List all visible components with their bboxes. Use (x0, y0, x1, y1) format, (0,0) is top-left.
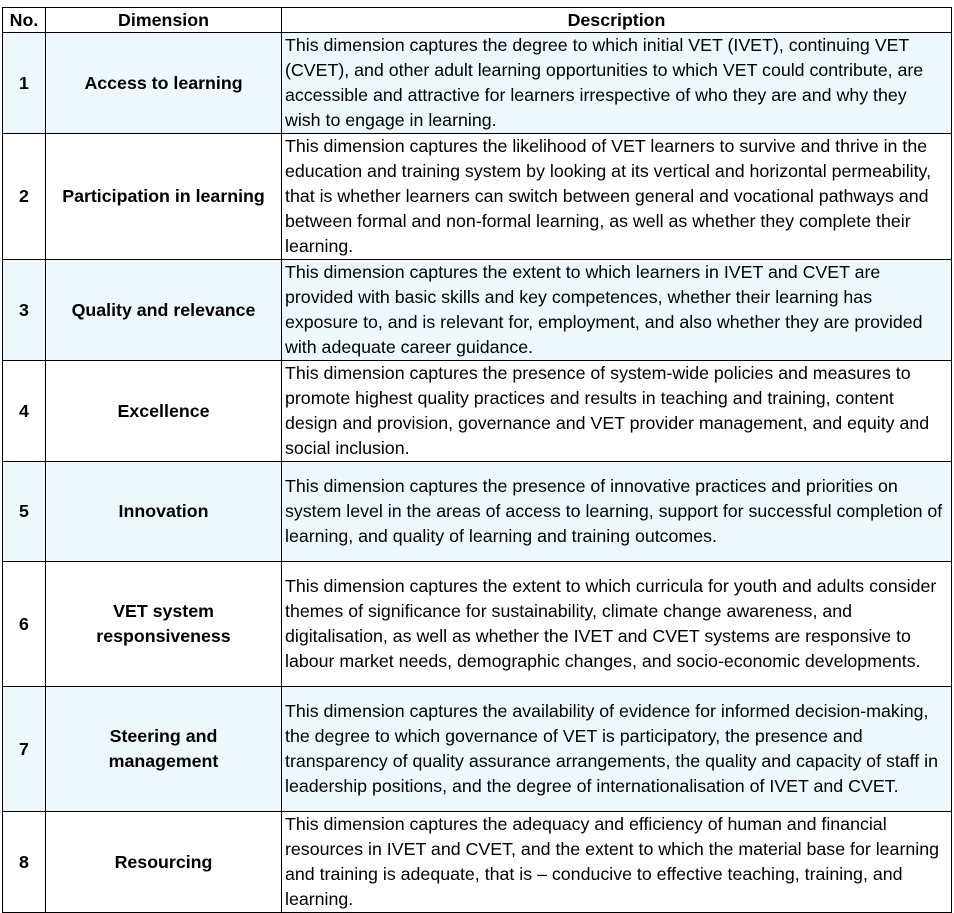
row-number: 1 (3, 33, 46, 134)
row-number: 4 (3, 361, 46, 462)
header-description: Description (282, 8, 952, 33)
row-number: 3 (3, 260, 46, 361)
row-description: This dimension captures the availability of evidence for informed decision-making, the degree to which governance of VET is participatory, the presence and transparency of quality assurance arrangements, the quality and capacity of staff in leadership positions, and the degree of internationalisation of IVET and CVET. (282, 687, 952, 812)
row-dimension: Access to learning (46, 33, 282, 134)
table-row (3, 462, 952, 562)
row-dimension: Quality and relevance (46, 260, 282, 361)
row-dimension: Participation in learning (46, 134, 282, 260)
row-description: This dimension captures the degree to which initial VET (IVET), continuing VET (CVET), and other adult learning opportunities to which VET could contribute, are accessible and attractive for learners irrespective of who they are and why they wish to engage in learning. (282, 33, 952, 134)
table-row (3, 687, 952, 812)
row-description: This dimension captures the extent to which curricula for youth and adults consider themes of significance for sustainability, climate change awareness, and digitalisation, as well as whether the IVET and CVET systems are responsive to labour market needs, demographic changes, and socio-economic developments. (282, 562, 952, 687)
table-row (3, 134, 952, 260)
table-header-row (3, 8, 952, 33)
row-dimension: Steering and management (46, 687, 282, 812)
row-dimension: Innovation (46, 462, 282, 562)
row-number: 6 (3, 562, 46, 687)
header-no: No. (3, 8, 46, 33)
row-description: This dimension captures the adequacy and efficiency of human and financial resources in IVET and CVET, and the extent to which the material base for learning and training is adequate, that is – conducive to effective teaching, training, and learning. (282, 812, 952, 913)
table-row (3, 361, 952, 462)
row-description: This dimension captures the presence of system-wide policies and measures to promote highest quality practices and results in teaching and training, content design and provision, governance and VET provider management, and equity and social inclusion. (282, 361, 952, 462)
dimensions-table (2, 7, 952, 913)
table-row (3, 260, 952, 361)
row-description: This dimension captures the extent to which learners in IVET and CVET are provided with basic skills and key competences, whether their learning has exposure to, and is relevant for, employment, and also whether they are provided with adequate career guidance. (282, 260, 952, 361)
row-description: This dimension captures the presence of innovative practices and priorities on system level in the areas of access to learning, support for successful completion of learning, and quality of learning and training outcomes. (282, 462, 952, 562)
row-dimension: Resourcing (46, 812, 282, 913)
row-number: 8 (3, 812, 46, 913)
table-row (3, 562, 952, 687)
table-row (3, 33, 952, 134)
header-dimension: Dimension (46, 8, 282, 33)
row-number: 7 (3, 687, 46, 812)
row-dimension: VET system responsiveness (46, 562, 282, 687)
row-number: 5 (3, 462, 46, 562)
row-description: This dimension captures the likelihood of VET learners to survive and thrive in the education and training system by looking at its vertical and horizontal permeability, that is whether learners can switch between general and vocational pathways and between formal and non-formal learning, as well as whether they complete their learning. (282, 134, 952, 260)
row-number: 2 (3, 134, 46, 260)
table-row (3, 812, 952, 913)
row-dimension: Excellence (46, 361, 282, 462)
